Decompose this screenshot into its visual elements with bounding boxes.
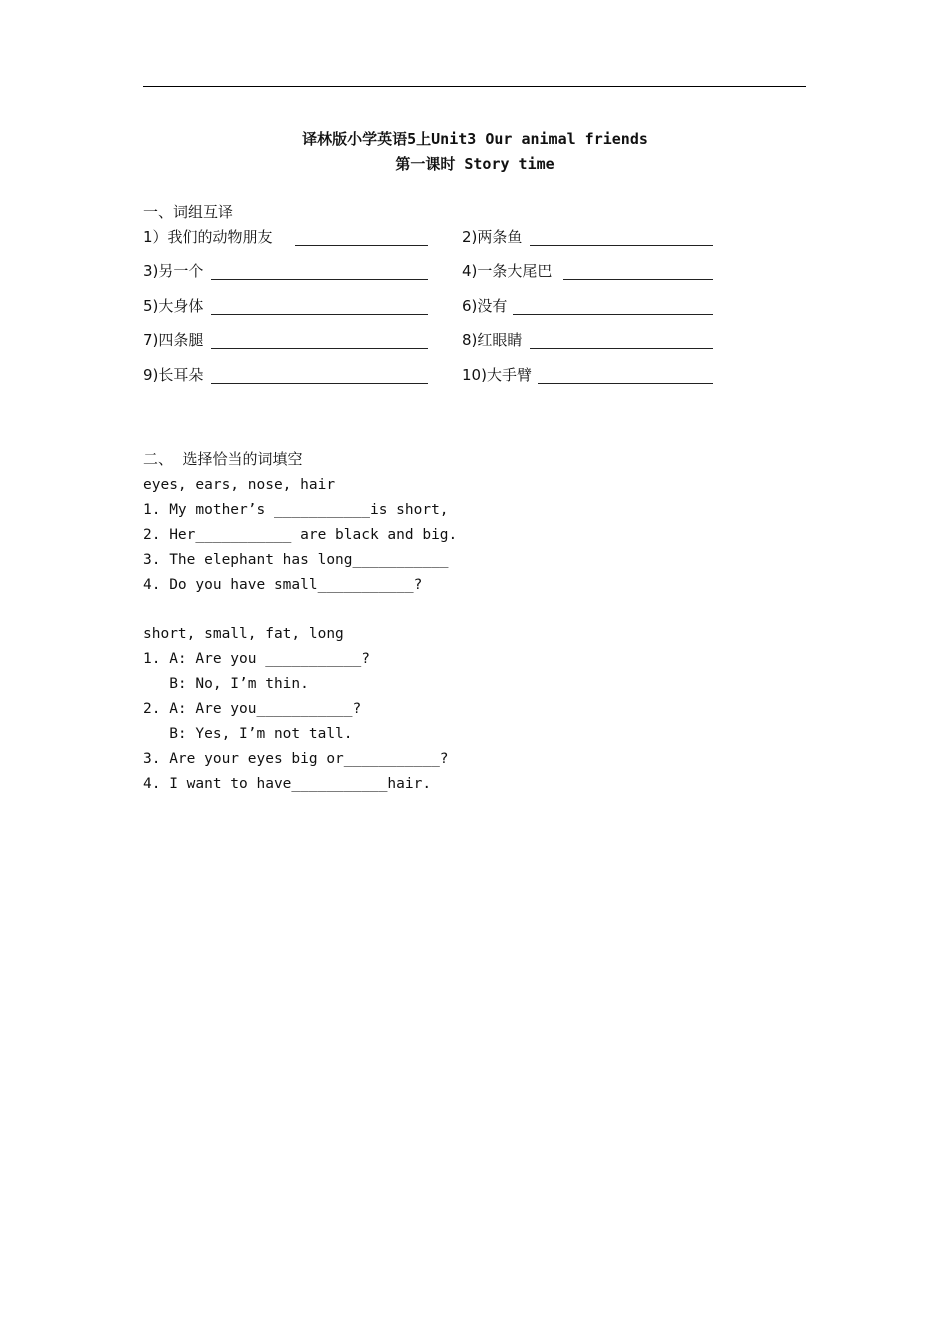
worksheet-title: 译林版小学英语5上Unit3 Our animal friends <box>302 130 648 148</box>
answer-blank-5[interactable] <box>211 314 428 315</box>
vocab-item-5: 5)大身体 <box>143 297 204 315</box>
vocab-item-9: 9)长耳朵 <box>143 366 204 384</box>
answer-blank-4[interactable] <box>563 279 713 280</box>
vocab-item-4: 4)一条大尾巴 <box>462 262 553 280</box>
fill-line-4: 4. Do you have small___________? <box>143 577 423 593</box>
answer-blank-3[interactable] <box>211 279 428 280</box>
worksheet-subtitle: 第一课时 Story time <box>395 155 555 173</box>
vocab-item-8: 8)红眼睛 <box>462 331 523 349</box>
dialogue-line-5: 3. Are your eyes big or___________? <box>143 751 449 767</box>
answer-blank-7[interactable] <box>211 348 428 349</box>
vocab-item-2: 2)两条鱼 <box>462 228 523 246</box>
answer-blank-9[interactable] <box>211 383 428 384</box>
dialogue-line-2: B: No, I’m thin. <box>143 676 309 692</box>
vocab-item-6: 6)没有 <box>462 297 508 315</box>
answer-blank-6[interactable] <box>513 314 713 315</box>
section2-heading: 二、 选择恰当的词填空 <box>143 450 303 468</box>
answer-blank-8[interactable] <box>530 348 713 349</box>
dialogue-line-3: 2. A: Are you___________? <box>143 701 362 717</box>
fill-line-2: 2. Her___________ are black and big. <box>143 527 458 543</box>
word-bank-1: eyes, ears, nose, hair <box>143 477 336 493</box>
word-bank-2: short, small, fat, long <box>143 626 344 642</box>
vocab-item-7: 7)四条腿 <box>143 331 204 349</box>
vocab-item-10: 10)大手臂 <box>462 366 532 384</box>
dialogue-line-6: 4. I want to have___________hair. <box>143 776 432 792</box>
answer-blank-1[interactable] <box>295 245 428 246</box>
fill-line-1: 1. My mother’s ___________is short, <box>143 502 449 518</box>
vocab-item-1: 1）我们的动物朋友 <box>143 228 273 246</box>
vocab-item-3: 3)另一个 <box>143 262 204 280</box>
answer-blank-2[interactable] <box>530 245 713 246</box>
fill-line-3: 3. The elephant has long___________ <box>143 552 449 568</box>
dialogue-line-1: 1. A: Are you ___________? <box>143 651 370 667</box>
answer-blank-10[interactable] <box>538 383 713 384</box>
header-rule <box>143 86 806 87</box>
section1-heading: 一、词组互译 <box>143 203 234 221</box>
dialogue-line-4: B: Yes, I’m not tall. <box>143 726 353 742</box>
